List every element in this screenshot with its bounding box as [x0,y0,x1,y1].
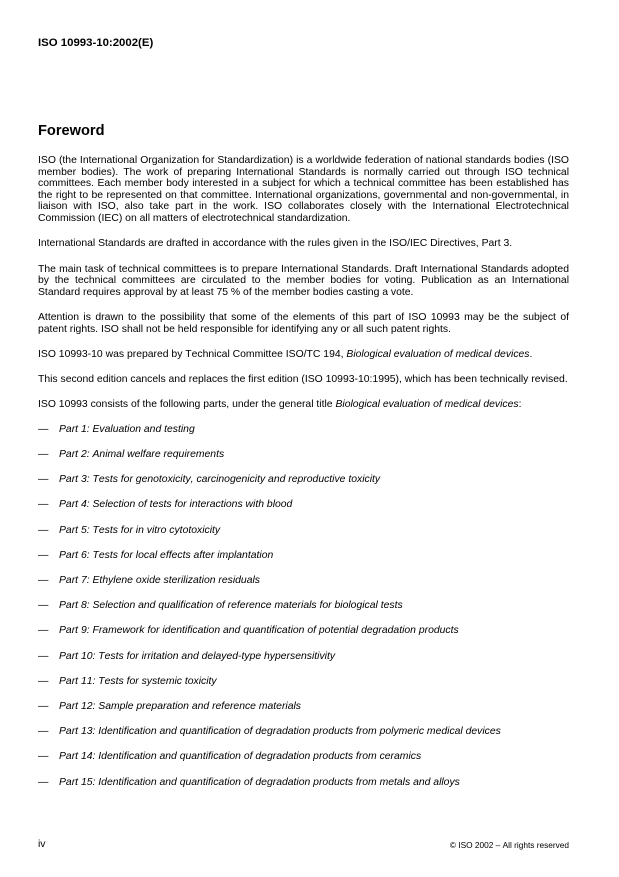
paragraph-line: liaison with ISO, also take part in the work. ISO collaborates closely with the International Electrotechnical [38,201,569,213]
part-title: Part 10: Tests for irritation and delayed-type hypersensitivity [59,650,336,662]
part-title: Part 4: Selection of tests for interactions with blood [59,499,293,511]
foreword-title: Foreword [38,123,105,139]
page-number: iv [38,838,46,850]
foreword-paragraph-organization [38,155,569,224]
paragraph-line: Attention is drawn to the possibility that some of the elements of this part of ISO 10993 may be the subject of [38,312,569,324]
foreword-paragraph-main-task [38,264,569,299]
list-dash: — [38,776,49,788]
part-title: Part 8: Selection and qualification of reference materials for biological tests [59,600,403,612]
list-dash: — [38,499,49,511]
paragraph-line [38,399,569,411]
parts-intro-text-end: : [518,398,522,410]
foreword-paragraph-edition [38,374,569,386]
paragraph-line: Commission (IEC) on all matters of electrotechnical standardization. [38,212,351,224]
list-dash: — [38,549,49,561]
part-title: Part 9: Framework for identification and quantification of potential degradation products [59,625,459,637]
part-list-item [38,525,569,537]
part-list-item [38,751,569,763]
part-title: Part 14: Identification and quantification of degradation products from ceramics [59,751,422,763]
paragraph-line: member bodies). The work of preparing International Standards is normally carried out through ISO technical [38,166,569,178]
copyright-notice: © ISO 2002 – All rights reserved [449,840,569,851]
part-list-item [38,625,569,637]
foreword-paragraph-patent-rights [38,312,569,335]
paragraph-line: committees. Each member body interested in a subject for which a technical committee has been established has [38,178,569,190]
part-title: Part 6: Tests for local effects after implantation [59,549,274,561]
list-dash: — [38,448,49,460]
foreword-paragraph-parts-intro [38,399,569,411]
part-list-item [38,676,569,688]
paragraph-line: International Standards are drafted in accordance with the rules given in the ISO/IEC Directives, Part 3. [38,238,513,250]
page-header-standard-id: ISO 10993-10:2002(E) [38,36,154,49]
part-list-item [38,474,569,486]
committee-text-end: . [529,349,533,361]
committee-title-italic: Biological evaluation of medical devices [346,349,530,361]
part-list-item [38,424,569,436]
part-list-item [38,726,569,738]
list-dash: — [38,600,49,612]
part-list-item [38,651,569,663]
part-list-item [38,600,569,612]
part-list-item [38,499,569,511]
committee-text: ISO 10993-10 was prepared by Technical Committee ISO/TC 194, [38,349,347,361]
paragraph-line: the right to be represented on that committee. International organizations, governmental and non-governmental, in [38,189,569,201]
part-title: Part 11: Tests for systemic toxicity [59,675,217,687]
list-dash: — [38,625,49,637]
list-dash: — [38,423,49,435]
foreword-paragraph-committee [38,349,569,361]
foreword-paragraph-directives [38,238,569,250]
paragraph-line: patent rights. ISO shall not be held responsible for identifying any or all such patent rights. [38,323,451,335]
list-dash: — [38,574,49,586]
part-title: Part 7: Ethylene oxide sterilization residuals [59,574,260,586]
part-list-item [38,701,569,713]
part-list-item [38,575,569,587]
part-title: Part 13: Identification and quantification of degradation products from polymeric medical devices [59,726,501,738]
list-dash: — [38,524,49,536]
parts-intro-text: ISO 10993 consists of the following parts, under the general title [38,398,336,410]
part-title: Part 3: Tests for genotoxicity, carcinogenicity and reproductive toxicity [59,474,381,486]
parts-intro-title-italic: Biological evaluation of medical devices [335,398,519,410]
list-dash: — [38,675,49,687]
list-dash: — [38,751,49,763]
part-list-item [38,777,569,789]
paragraph-line: Standard requires approval by at least 75 % of the member bodies casting a vote. [38,286,414,298]
part-title: Part 15: Identification and quantification of degradation products from metals and alloys [59,776,460,788]
paragraph-line: ISO (the International Organization for Standardization) is a worldwide federation of national standards bodies (ISO [38,155,569,167]
part-title: Part 1: Evaluation and testing [59,423,195,435]
paragraph-line: The main task of technical committees is to prepare International Standards. Draft International Standards adopted [38,263,569,275]
paragraph-line: This second edition cancels and replaces the first edition (ISO 10993-10:1995), which has been technically revised. [38,374,568,386]
paragraph-line [38,349,569,361]
list-dash: — [38,474,49,486]
paragraph-line: by the technical committees are circulated to the member bodies for voting. Publication as an International [38,275,569,287]
part-list-item [38,449,569,461]
part-title: Part 12: Sample preparation and reference materials [59,700,302,712]
part-title: Part 5: Tests for in vitro cytotoxicity [59,524,221,536]
part-list-item [38,550,569,562]
list-dash: — [38,726,49,738]
list-dash: — [38,700,49,712]
part-title: Part 2: Animal welfare requirements [59,448,225,460]
list-dash: — [38,650,49,662]
